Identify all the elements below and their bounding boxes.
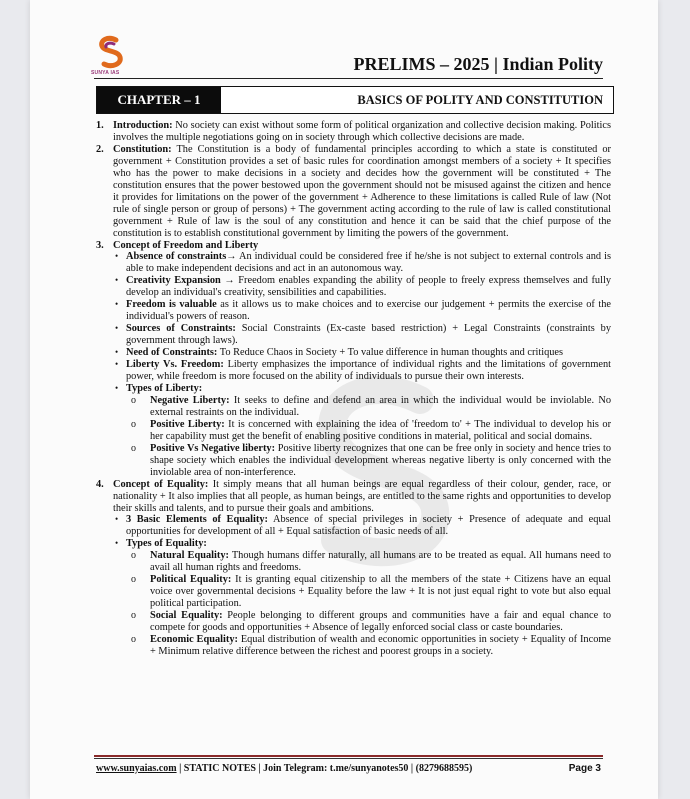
website-link[interactable]: www.sunyaias.com xyxy=(96,763,177,774)
circle-bullet-icon: o xyxy=(131,633,136,645)
sub-list-item xyxy=(96,610,611,634)
item-text: It is granting equal citizenship to all the members of the state + Citizens have an equal voice over governmental decisions + Equality before the law + It is not just equal right to vote but also equal political participation. xyxy=(150,574,611,610)
item-heading: Natural Equality: xyxy=(150,550,229,562)
section-number: 1. xyxy=(96,120,104,131)
section-heading: Concept of Freedom and Liberty xyxy=(113,239,259,251)
item-text: Social Constraints (Ex-caste based restriction) + Legal Constraints (constraints by government through laws). xyxy=(126,323,611,347)
bullet-icon: • xyxy=(115,347,119,358)
item-text: Though humans differ naturally, all humans are to be treated as equal. All humans need to avail all human rights and freedoms. xyxy=(150,550,612,574)
sub-list-item xyxy=(96,395,611,419)
footer-divider xyxy=(94,755,603,757)
item-heading: 3 Basic Elements of Equality: xyxy=(126,514,268,526)
item-text: Equal distribution of wealth and economic opportunities in society + Equality of Income + Minimum relative difference between the richest and poorest groups in a society. xyxy=(150,633,612,657)
list-item xyxy=(96,347,611,359)
item-heading: Absence of constraints xyxy=(126,251,227,263)
item-heading: Freedom is valuable xyxy=(126,299,217,311)
item-heading: Liberty Vs. Freedom: xyxy=(126,359,224,371)
section-constitution xyxy=(96,144,611,240)
item-heading: Negative Liberty: xyxy=(150,394,230,406)
item-text: Liberty emphasizes the importance of individual rights and the limitations of government power, while freedom is more focused on the ability of individuals to pursue their own interests. xyxy=(126,359,611,383)
bullet-icon: • xyxy=(115,359,119,370)
section-number: 3. xyxy=(96,239,104,251)
footer-text: | STATIC NOTES | Join Telegram: t.me/sunyanotes50 | (8279688595) xyxy=(176,763,473,774)
sub-list-item xyxy=(96,550,611,574)
item-text: → Freedom enables expanding the ability of people to freely express themselves and fully develop an individual's creativity, sensibilities and capabilities. xyxy=(126,275,611,299)
section-heading: Introduction: xyxy=(113,120,173,131)
header-divider xyxy=(94,78,603,79)
item-text: It seeks to define and defend an area in which the individual would be inviolable. No external restraints on the individual. xyxy=(150,394,611,418)
item-text: Absence of special privileges in society + Presence of adequate and equal opportunities for development of all + Equal satisfaction of basic needs of all. xyxy=(126,514,612,538)
section-number: 2. xyxy=(96,143,104,155)
section-equality xyxy=(96,479,611,515)
item-heading: Creativity Expansion xyxy=(126,275,221,287)
item-heading: Sources of Constraints: xyxy=(126,323,236,335)
bullet-icon: • xyxy=(115,538,119,549)
list-item xyxy=(96,251,611,275)
bullet-icon: • xyxy=(115,382,119,393)
item-heading: Types of Equality: xyxy=(126,538,207,550)
item-heading: Economic Equality: xyxy=(150,633,238,645)
sub-list-item xyxy=(96,443,611,479)
sunya-logo-icon xyxy=(94,34,128,74)
section-heading: Concept of Equality: xyxy=(113,478,209,490)
bullet-icon: • xyxy=(115,514,119,525)
bullet-icon: • xyxy=(115,299,119,310)
item-text: Positive liberty recognizes that one can be free only in society and hence tries to shape society which enables the individual development whereas negative liberty is only concerned with the inviolable area of non-interference. xyxy=(150,442,611,478)
chapter-bar xyxy=(96,86,614,114)
document-body xyxy=(96,120,611,658)
section-heading: Constitution: xyxy=(113,143,172,155)
circle-bullet-icon: o xyxy=(131,610,136,622)
item-heading: Social Equality: xyxy=(150,610,223,622)
sub-list-item xyxy=(96,574,611,610)
footer-info xyxy=(96,763,472,774)
item-heading: Need of Constraints: xyxy=(126,347,218,359)
item-heading: Positive Liberty: xyxy=(150,418,225,430)
sub-list-item xyxy=(96,419,611,443)
list-item xyxy=(96,514,611,538)
item-heading: Positive Vs Negative liberty: xyxy=(150,442,276,454)
section-text: The Constitution is a body of fundamental principles according to which a state is constituted or government + Constitution provides a set of basic rules for coordination amongst members of a society + It specifies who has the power to make decisions in a society and decides how the government will be constituted + The constitution ensures that the power bestowed upon the government should not be misused against the citizen and hence it provides for limitations on the power of the government + Adherence to these limitations is called Rule of law (Not rule of single person or group of persons) + The government acting according to the rule of law is called constitutional government + Rule of law is the soul of any constitution and hence it can be said that the chief purpose of the constitution is to establish constitutional government by limiting the powers of the government. xyxy=(113,143,611,239)
sub-list-item xyxy=(96,634,611,658)
item-text: People belonging to different groups and communities have a fair and equal chance to compete for goods and opportunities + Absence of legally enforced social class or caste boundaries. xyxy=(150,610,611,634)
list-item xyxy=(96,359,611,383)
logo-text: SUNYA IAS xyxy=(91,70,120,76)
list-item xyxy=(96,383,611,395)
section-introduction xyxy=(96,120,611,144)
circle-bullet-icon: o xyxy=(131,574,136,586)
section-text: No society can exist without some form of political organization and collective decision making. Politics involves the multiple negotiations going on in society through which collective decisions are made. xyxy=(113,120,611,143)
footer-divider-thin xyxy=(94,758,603,759)
item-heading: Types of Liberty: xyxy=(126,382,203,394)
chapter-title: BASICS OF POLITY AND CONSTITUTION xyxy=(357,92,603,107)
circle-bullet-icon: o xyxy=(131,442,136,454)
item-text: It is concerned with explaining the idea of 'freedom to' + The individual to develop his or her capability must get the benefit of enabling positive conditions in material, political and social domains. xyxy=(150,418,612,442)
chapter-label: CHAPTER – 1 xyxy=(97,87,221,113)
list-item xyxy=(96,275,611,299)
item-heading: Political Equality: xyxy=(150,574,232,586)
circle-bullet-icon: o xyxy=(131,394,136,406)
section-number: 4. xyxy=(96,478,104,490)
list-item xyxy=(96,299,611,323)
list-item xyxy=(96,323,611,347)
item-text: as it allows us to make choices and to exercise our judgement + permits the exercise of the individual's powers of reason. xyxy=(126,299,611,323)
page-number: Page 3 xyxy=(568,763,601,774)
section-freedom-liberty xyxy=(96,240,611,252)
circle-bullet-icon: o xyxy=(131,550,136,562)
list-item xyxy=(96,538,611,550)
page-header-title: PRELIMS – 2025 | Indian Polity xyxy=(353,54,603,74)
bullet-icon: • xyxy=(115,275,119,286)
bullet-icon: • xyxy=(115,323,119,334)
bullet-icon: • xyxy=(115,251,119,262)
document-page xyxy=(30,0,658,799)
section-text: It simply means that all human beings are equal regardless of their colour, gender, race, or nationality + It also implies that all people, as human beings, are entitled to the same rights and opportunities to develop their skills and talents, and to pursue their goals and ambitions. xyxy=(113,478,611,514)
item-text: To Reduce Chaos in Society + To value difference in human thoughts and critiques xyxy=(217,347,564,359)
item-text: → An individual could be considered free if he/she is not subject to external controls and is able to make independent decisions and act in an autonomous way. xyxy=(126,251,611,275)
circle-bullet-icon: o xyxy=(131,418,136,430)
